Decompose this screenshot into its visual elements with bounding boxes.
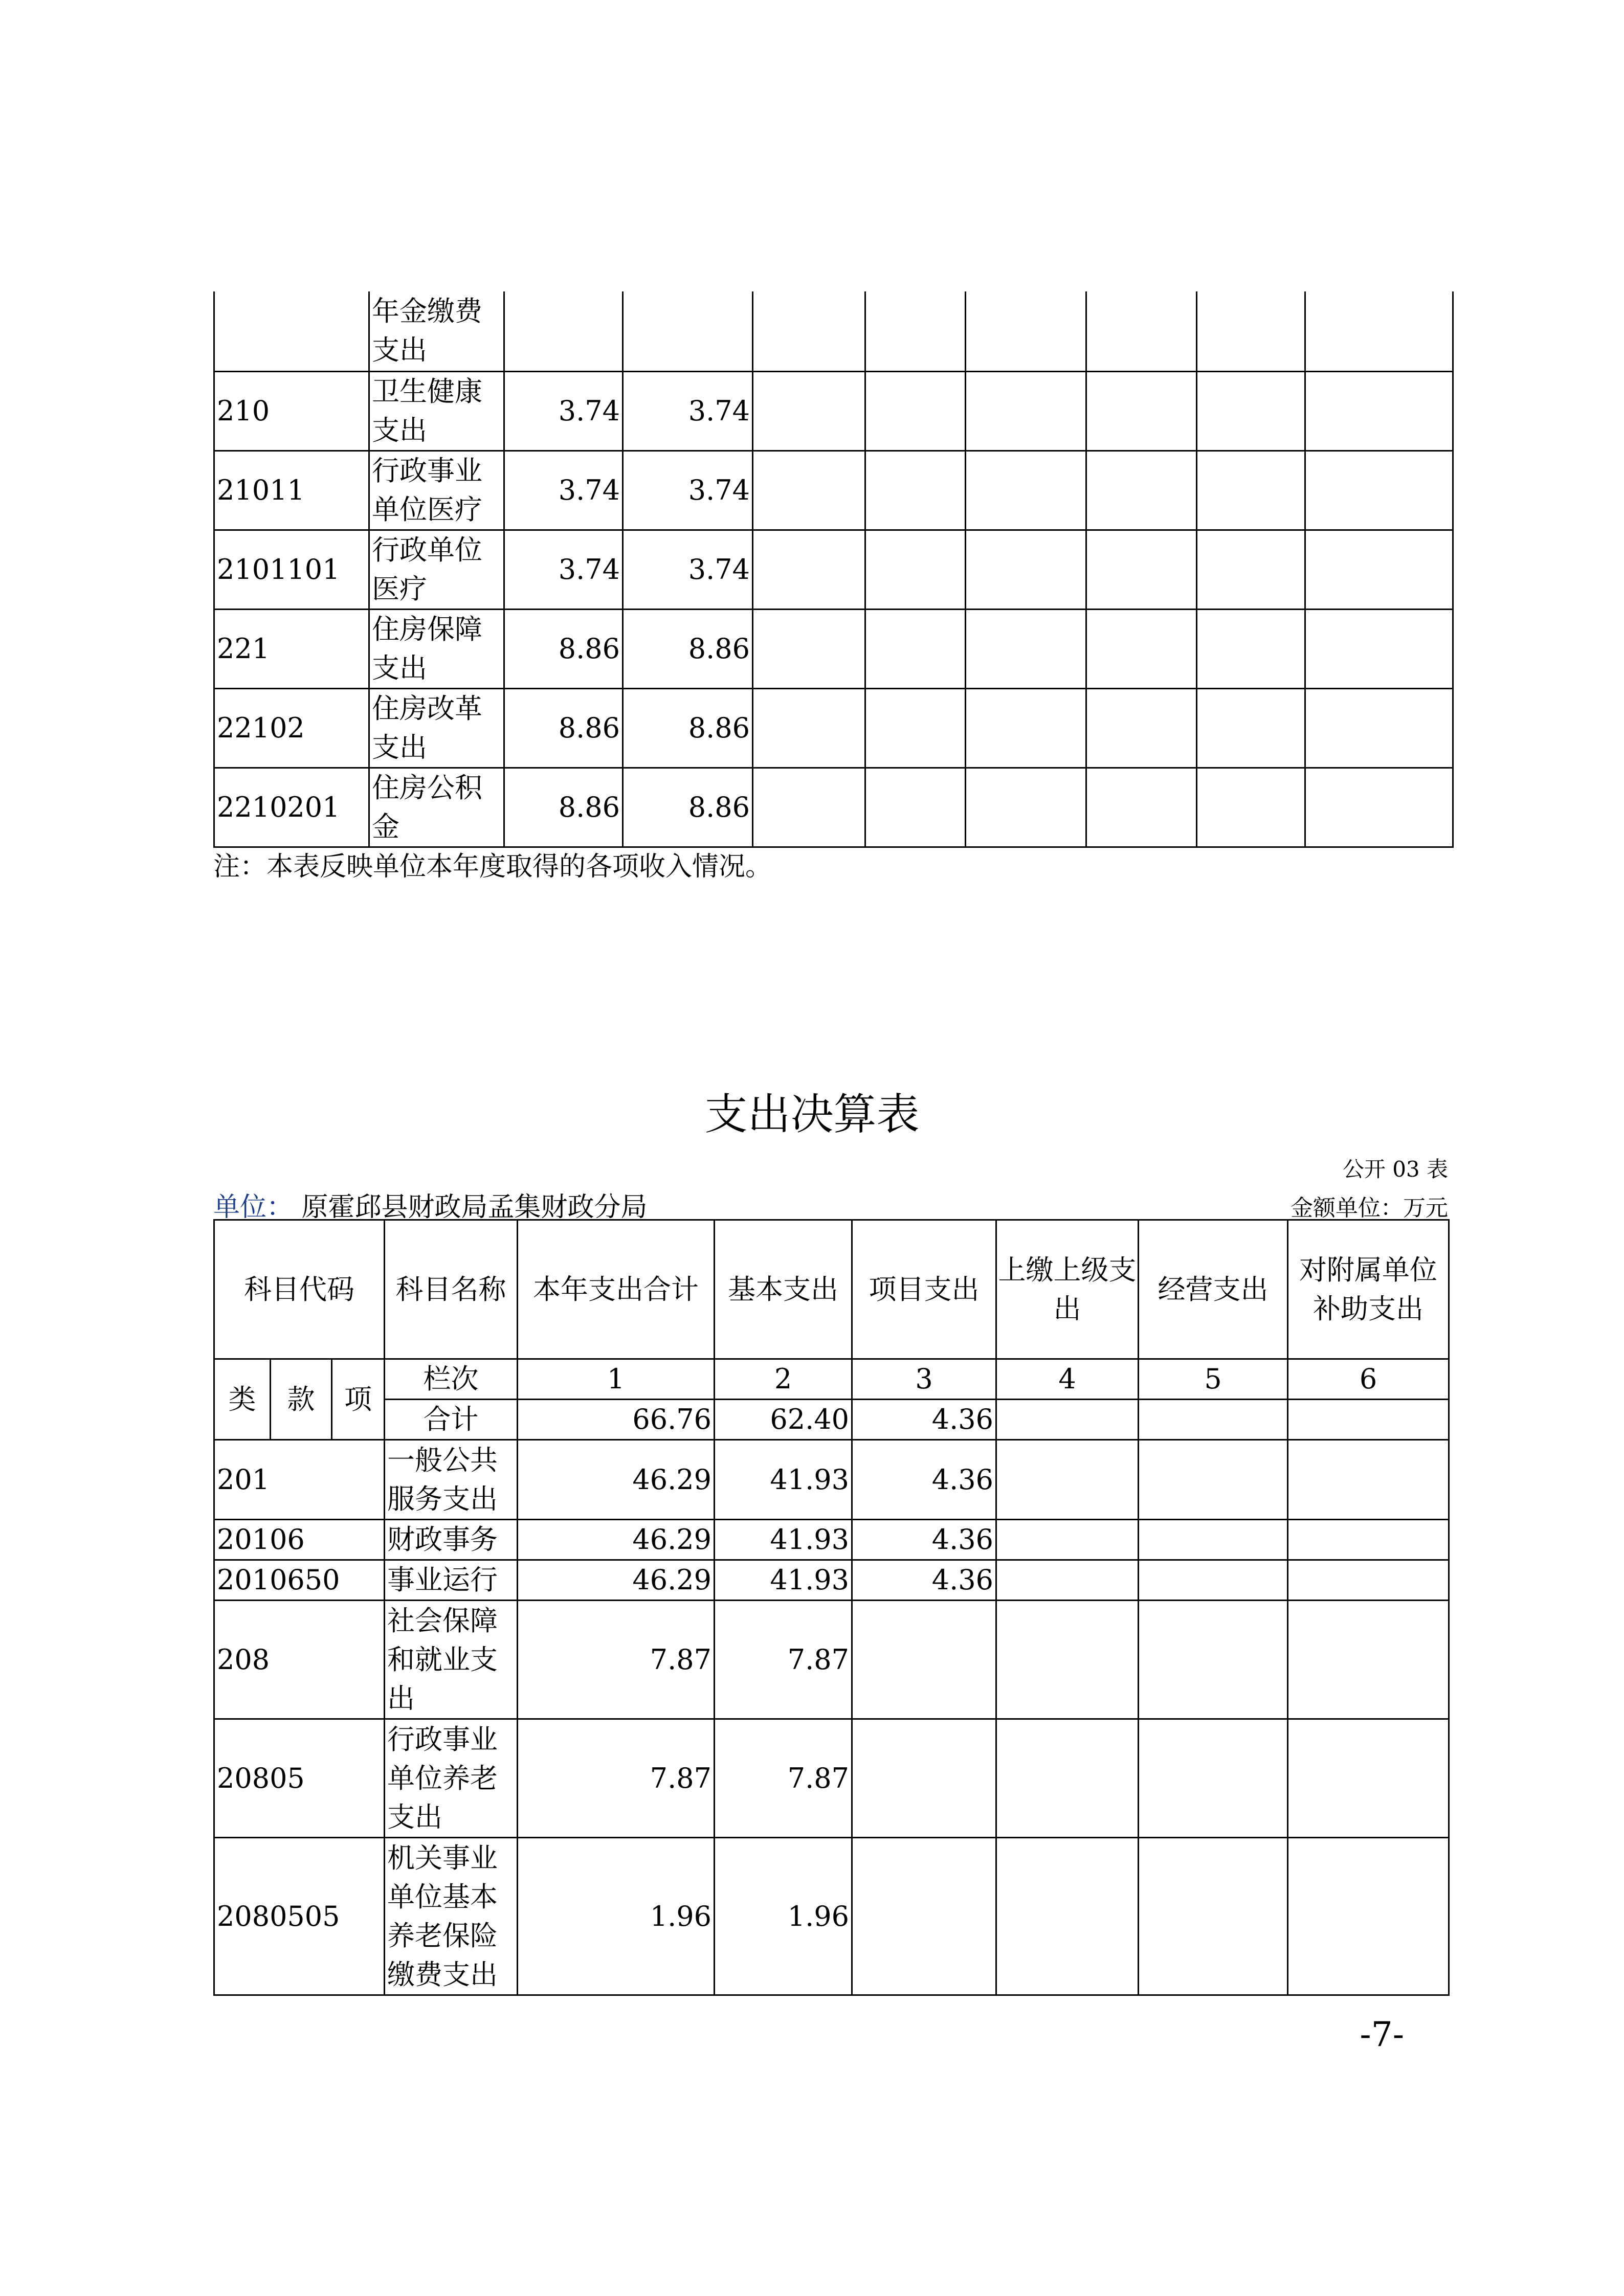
- table-row: [214, 688, 1453, 768]
- header-name: 科目名称: [385, 1220, 518, 1359]
- empty-cell: [966, 609, 1086, 688]
- expenditure-table: [213, 1219, 1450, 1996]
- basic-value: 1.96: [715, 1838, 852, 1995]
- row-code: 21011: [214, 451, 369, 530]
- empty-cell: [996, 1838, 1139, 1995]
- empty-cell: [996, 1440, 1139, 1520]
- empty-cell: [1086, 530, 1197, 609]
- empty-cell: [865, 291, 966, 371]
- row-code: 20106: [214, 1520, 385, 1560]
- empty-cell: [966, 768, 1086, 847]
- row-code: 221: [214, 609, 369, 688]
- row-name: 一般公共服务支出: [385, 1440, 518, 1520]
- row-code: 2210201: [214, 768, 369, 847]
- project-value: 4.36: [852, 1400, 996, 1440]
- row-code: 208: [214, 1601, 385, 1719]
- table-row: [214, 768, 1453, 847]
- empty-cell: [966, 371, 1086, 451]
- empty-cell: [1305, 530, 1453, 609]
- row-value: 8.86: [504, 768, 623, 847]
- empty-cell: [1086, 688, 1197, 768]
- empty-cell: [865, 451, 966, 530]
- row-value: 3.74: [623, 530, 753, 609]
- unit-line: [213, 1185, 648, 1224]
- empty-cell: [1197, 688, 1305, 768]
- header-project: 项目支出: [852, 1220, 996, 1359]
- empty-cell: [1288, 1400, 1449, 1440]
- empty-cell: [865, 609, 966, 688]
- empty-cell: [966, 530, 1086, 609]
- empty-cell: [1288, 1719, 1449, 1838]
- total-value: 46.29: [518, 1440, 715, 1520]
- sub-header-lanci: 栏次: [385, 1359, 518, 1400]
- empty-cell: [1197, 530, 1305, 609]
- empty-cell: [1086, 451, 1197, 530]
- table-note: 注：本表反映单位本年度取得的各项收入情况。: [213, 851, 772, 882]
- empty-cell: [865, 688, 966, 768]
- header-subsidy: 对附属单位补助支出: [1288, 1220, 1449, 1359]
- empty-cell: [1086, 291, 1197, 371]
- empty-cell: [1197, 609, 1305, 688]
- empty-cell: [966, 688, 1086, 768]
- column-index: 6: [1288, 1359, 1449, 1400]
- row-value: [623, 291, 753, 371]
- row-value: 3.74: [623, 451, 753, 530]
- row-name: 财政事务: [385, 1520, 518, 1560]
- empty-cell: [1197, 371, 1305, 451]
- empty-cell: [753, 371, 865, 451]
- header-total: 本年支出合计: [518, 1220, 715, 1359]
- empty-cell: [1288, 1838, 1449, 1995]
- row-value: 8.86: [623, 609, 753, 688]
- empty-cell: [1139, 1440, 1288, 1520]
- row-name: 机关事业单位基本养老保险缴费支出: [385, 1838, 518, 1995]
- basic-value: 41.93: [715, 1520, 852, 1560]
- empty-cell: [1305, 371, 1453, 451]
- empty-cell: [865, 530, 966, 609]
- empty-cell: [753, 291, 865, 371]
- row-name: 行政单位医疗: [369, 530, 504, 609]
- row-code: 2101101: [214, 530, 369, 609]
- empty-cell: [996, 1560, 1139, 1601]
- page-number: -7-: [1360, 2015, 1404, 2054]
- sub-header-xiang: 项: [332, 1359, 385, 1440]
- column-index: 5: [1139, 1359, 1288, 1400]
- table-row: [214, 1838, 1449, 1995]
- empty-cell: [753, 768, 865, 847]
- project-value: 4.36: [852, 1520, 996, 1560]
- table-row: [214, 609, 1453, 688]
- row-name: 行政事业单位养老支出: [385, 1719, 518, 1838]
- unit-name: 原霍邱县财政局孟集财政分局: [301, 1192, 648, 1223]
- empty-cell: [1139, 1520, 1288, 1560]
- header-code: 科目代码: [214, 1220, 385, 1359]
- row-value: 3.74: [623, 371, 753, 451]
- total-label: 合计: [385, 1400, 518, 1440]
- row-name: 年金缴费支出: [369, 291, 504, 371]
- column-index-row: [214, 1359, 1449, 1400]
- project-value: 4.36: [852, 1560, 996, 1601]
- empty-cell: [1086, 371, 1197, 451]
- total-value: 66.76: [518, 1400, 715, 1440]
- table-row: [214, 1440, 1449, 1520]
- empty-cell: [996, 1400, 1139, 1440]
- empty-cell: [996, 1601, 1139, 1719]
- empty-cell: [753, 688, 865, 768]
- empty-cell: [996, 1520, 1139, 1560]
- empty-cell: [1305, 609, 1453, 688]
- empty-cell: [865, 768, 966, 847]
- table-row: [214, 291, 1453, 371]
- empty-cell: [1197, 768, 1305, 847]
- table-row: [214, 1601, 1449, 1719]
- header-upper: 上缴上级支出: [996, 1220, 1139, 1359]
- empty-cell: [1288, 1601, 1449, 1719]
- empty-cell: [966, 291, 1086, 371]
- unit-label: 单位：: [213, 1192, 294, 1223]
- project-value: 4.36: [852, 1440, 996, 1520]
- basic-value: 7.87: [715, 1719, 852, 1838]
- sub-header-lei: 类: [214, 1359, 271, 1440]
- row-code: 210: [214, 371, 369, 451]
- sub-header-kuan: 款: [271, 1359, 332, 1440]
- table-row: [214, 530, 1453, 609]
- page-title: 支出决算表: [704, 1089, 920, 1139]
- empty-cell: [1197, 451, 1305, 530]
- row-name: 卫生健康支出: [369, 371, 504, 451]
- table-row: [214, 371, 1453, 451]
- row-code: 2080505: [214, 1838, 385, 1995]
- header-row: [214, 1220, 1449, 1359]
- column-index: 2: [715, 1359, 852, 1400]
- empty-cell: [1197, 291, 1305, 371]
- total-value: 1.96: [518, 1838, 715, 1995]
- row-code: 20805: [214, 1719, 385, 1838]
- income-table-continued: [213, 291, 1454, 848]
- empty-cell: [1139, 1838, 1288, 1995]
- empty-cell: [1139, 1560, 1288, 1601]
- empty-cell: [1086, 768, 1197, 847]
- row-name: 社会保障和就业支出: [385, 1601, 518, 1719]
- empty-cell: [1086, 609, 1197, 688]
- empty-cell: [1139, 1601, 1288, 1719]
- row-code: 201: [214, 1440, 385, 1520]
- empty-cell: [753, 451, 865, 530]
- total-value: 46.29: [518, 1520, 715, 1560]
- row-name: 住房保障支出: [369, 609, 504, 688]
- empty-cell: [1139, 1400, 1288, 1440]
- row-value: 8.86: [623, 688, 753, 768]
- row-name: 住房公积金: [369, 768, 504, 847]
- empty-cell: [1305, 451, 1453, 530]
- empty-cell: [1139, 1719, 1288, 1838]
- row-value: 3.74: [504, 530, 623, 609]
- project-value: [852, 1719, 996, 1838]
- row-name: 事业运行: [385, 1560, 518, 1601]
- row-value: 8.86: [504, 609, 623, 688]
- row-value: 3.74: [504, 451, 623, 530]
- empty-cell: [753, 530, 865, 609]
- table-row: [214, 1719, 1449, 1838]
- row-value: 8.86: [504, 688, 623, 768]
- row-code: 22102: [214, 688, 369, 768]
- empty-cell: [996, 1719, 1139, 1838]
- basic-value: 62.40: [715, 1400, 852, 1440]
- header-basic: 基本支出: [715, 1220, 852, 1359]
- total-value: 7.87: [518, 1719, 715, 1838]
- empty-cell: [1288, 1440, 1449, 1520]
- table-row: [214, 451, 1453, 530]
- total-value: 46.29: [518, 1560, 715, 1601]
- row-code: [214, 291, 369, 371]
- empty-cell: [1305, 291, 1453, 371]
- column-index: 1: [518, 1359, 715, 1400]
- project-value: [852, 1838, 996, 1995]
- form-number: 公开 03 表: [1342, 1157, 1448, 1182]
- basic-value: 41.93: [715, 1560, 852, 1601]
- empty-cell: [753, 609, 865, 688]
- header-business: 经营支出: [1139, 1220, 1288, 1359]
- empty-cell: [865, 371, 966, 451]
- row-value: 8.86: [623, 768, 753, 847]
- row-value: [504, 291, 623, 371]
- empty-cell: [1305, 688, 1453, 768]
- total-value: 7.87: [518, 1601, 715, 1719]
- empty-cell: [1288, 1560, 1449, 1601]
- empty-cell: [1288, 1520, 1449, 1560]
- row-code: 2010650: [214, 1560, 385, 1601]
- column-index: 4: [996, 1359, 1139, 1400]
- total-row: [214, 1400, 1449, 1440]
- table-row: [214, 1520, 1449, 1560]
- project-value: [852, 1601, 996, 1719]
- basic-value: 41.93: [715, 1440, 852, 1520]
- basic-value: 7.87: [715, 1601, 852, 1719]
- table-row: [214, 1560, 1449, 1601]
- row-name: 住房改革支出: [369, 688, 504, 768]
- empty-cell: [966, 451, 1086, 530]
- empty-cell: [1305, 768, 1453, 847]
- column-index: 3: [852, 1359, 996, 1400]
- amount-unit: 金额单位：万元: [1291, 1195, 1448, 1221]
- row-name: 行政事业单位医疗: [369, 451, 504, 530]
- row-value: 3.74: [504, 371, 623, 451]
